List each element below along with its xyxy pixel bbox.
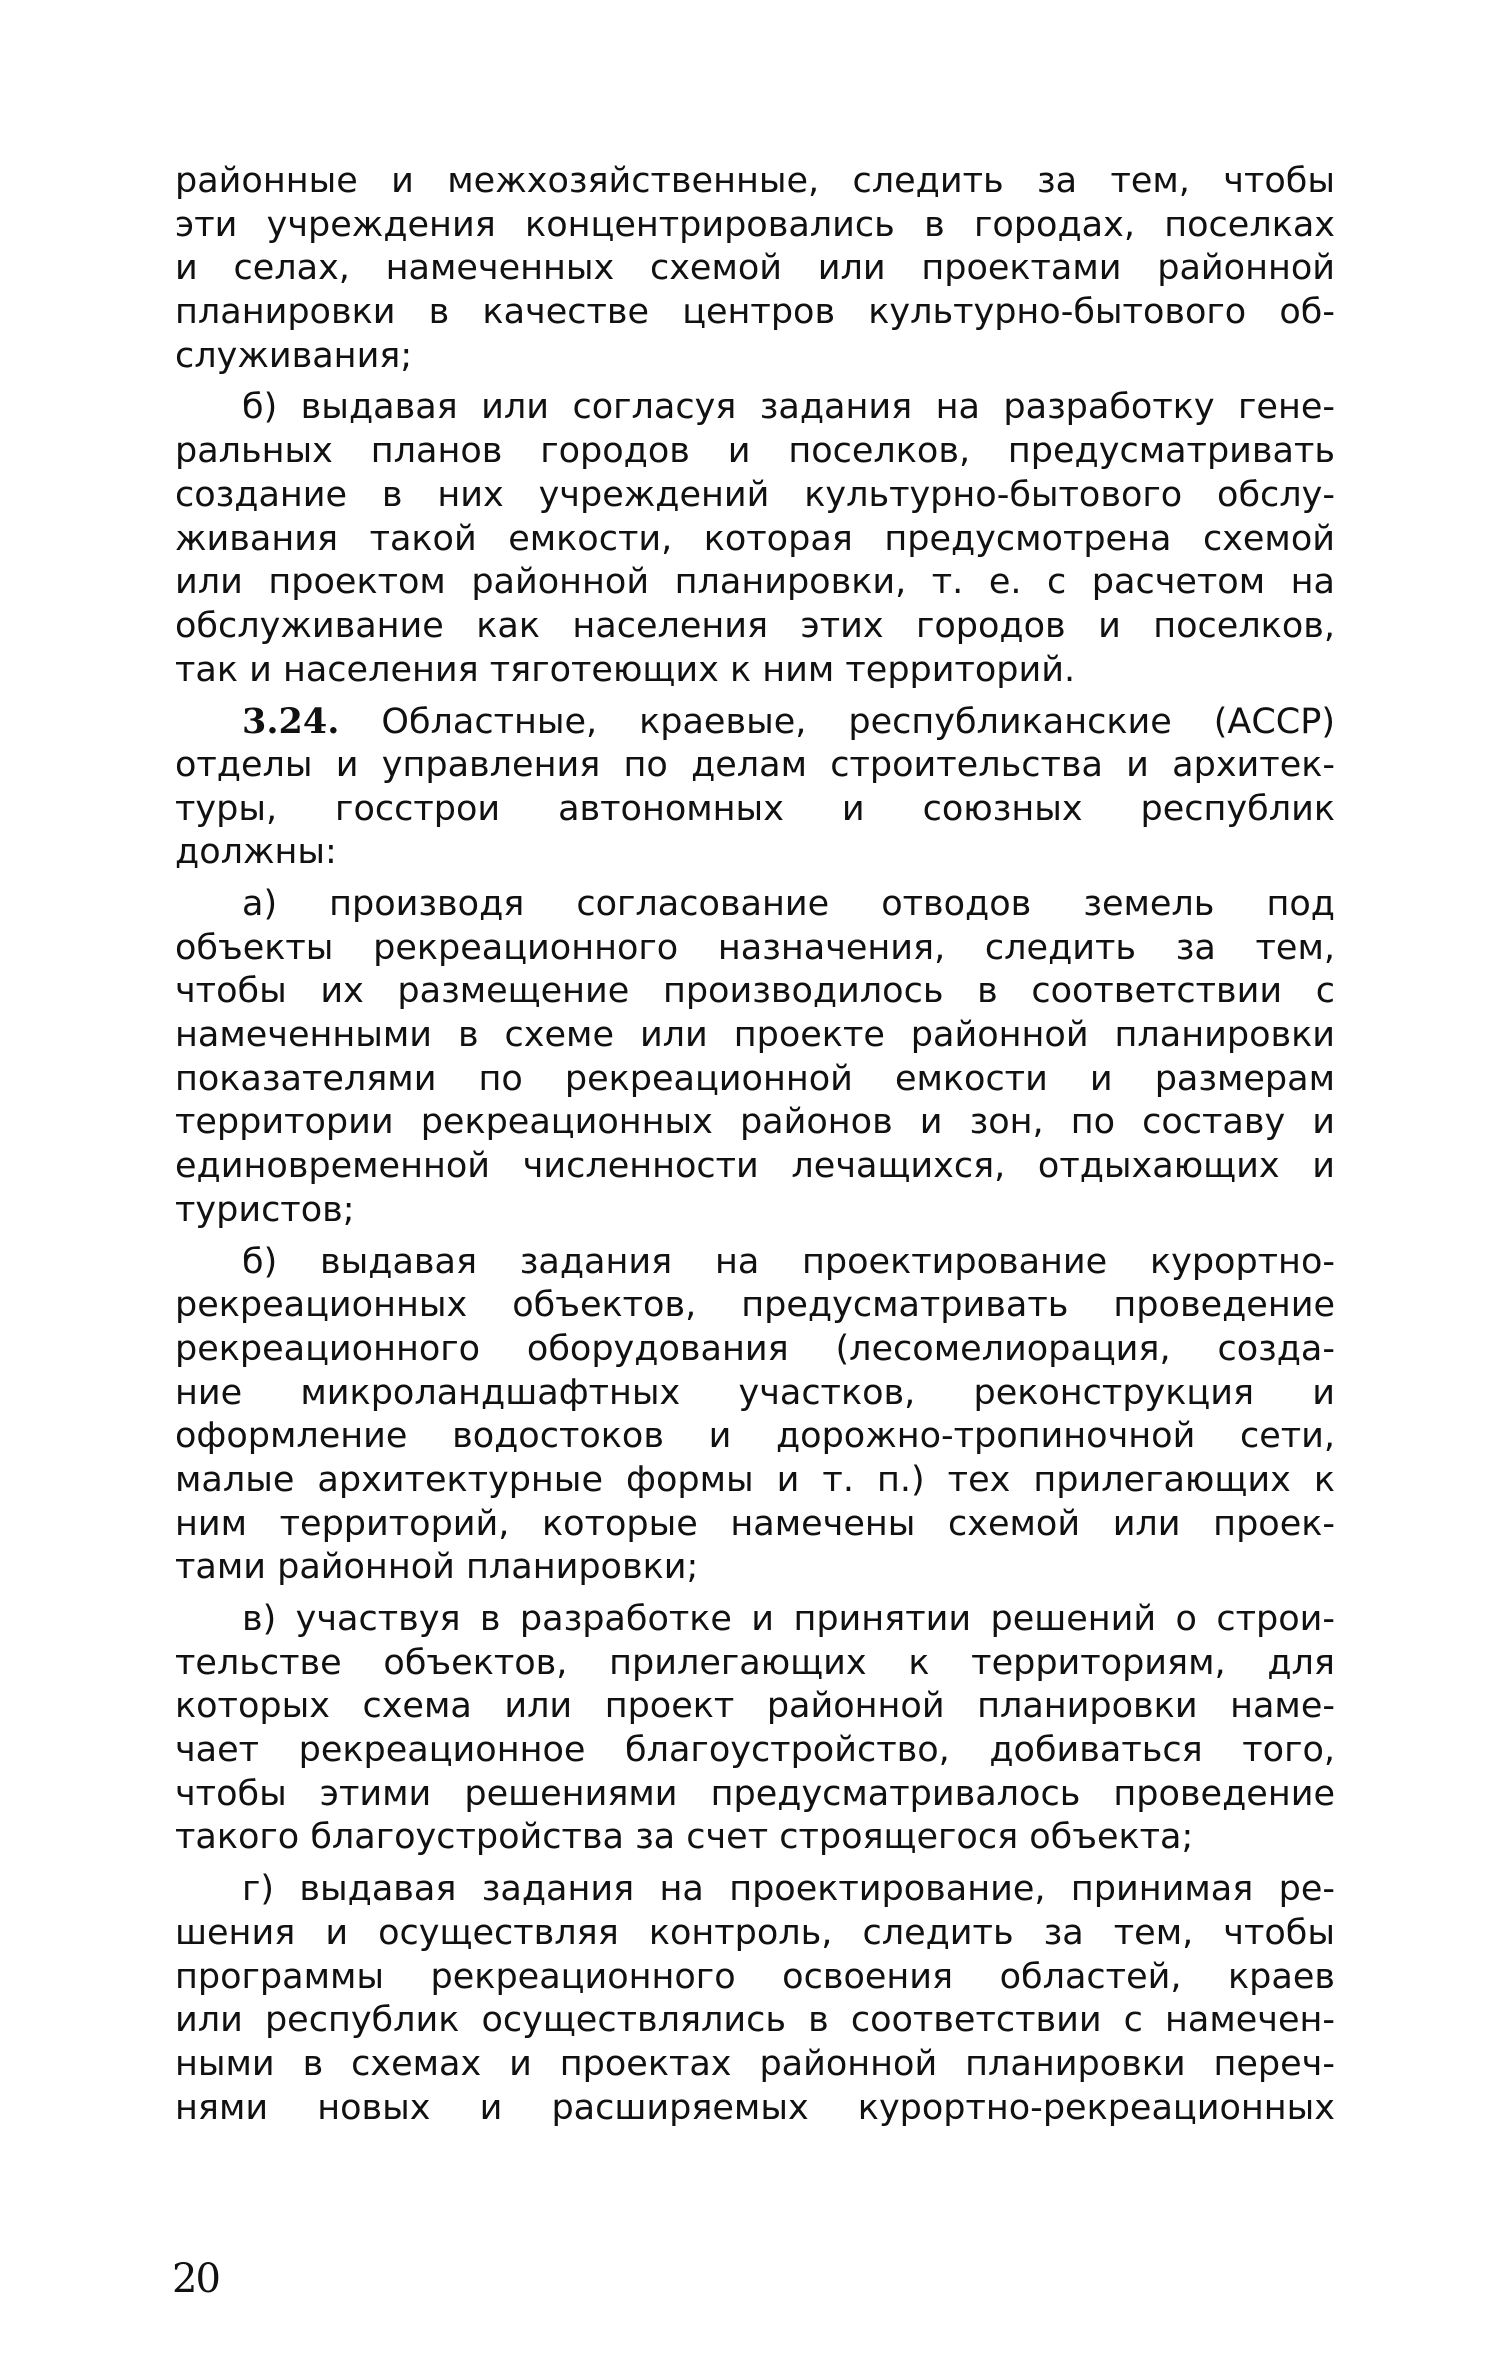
- text-line: единовременной численности лечащихся, отдыхающих и: [175, 1146, 1335, 1187]
- clause-heading-text: Областные, краевые, республиканские (АССР): [381, 702, 1335, 743]
- item-g: [175, 1868, 1335, 2130]
- text-line: чтобы их размещение производилось в соответствии с: [175, 971, 1335, 1012]
- clause-number: 3.24.: [242, 701, 340, 743]
- text-line: б) выдавая задания на проектирование курортно-: [242, 1241, 1335, 1282]
- text-line: так и населения тяготеющих к ним территорий.: [175, 649, 1076, 690]
- text-line: должны:: [175, 832, 337, 873]
- text-line: б) выдавая или согласуя задания на разработку гене-: [242, 387, 1335, 428]
- text-line: в) участвуя в разработке и принятии решений о строи-: [242, 1599, 1335, 1639]
- paragraph-1: [175, 160, 1335, 378]
- text-line: создание в них учреждений культурно-бытового обслу-: [175, 474, 1335, 515]
- text-line: программы рекреационного освоения областей, краев: [175, 1956, 1335, 1997]
- text-line: а) производя согласование отводов земель под: [242, 884, 1335, 924]
- text-line: или проектом районной планировки, т. е. с расчетом на: [175, 562, 1335, 603]
- item-b: [175, 1241, 1335, 1591]
- text-line: служивания;: [175, 335, 413, 376]
- text-line: г) выдавая задания на проектирование, принимая ре-: [242, 1869, 1335, 1910]
- clause-3-24: [175, 700, 1335, 875]
- text-line: ральных планов городов и поселков, предусматривать: [175, 431, 1335, 472]
- text-line: чает рекреационное благоустройство, добиваться того,: [175, 1730, 1335, 1771]
- item-a: [175, 883, 1335, 1233]
- text-line: территории рекреационных районов и зон, по составу и: [175, 1102, 1335, 1143]
- text-line: районные и межхозяйственные, следить за тем, чтобы: [175, 161, 1335, 201]
- text-line: планировки в качестве центров культурно-бытового об-: [175, 292, 1335, 333]
- text-line: шения и осуществляя контроль, следить за тем, чтобы: [175, 1912, 1335, 1953]
- page-body: [175, 160, 1335, 2130]
- text-line: такого благоустройства за счет строящегося объекта;: [175, 1817, 1194, 1858]
- text-line: рекреационных объектов, предусматривать проведение: [175, 1285, 1335, 1326]
- text-line: ним территорий, которые намечены схемой или проек-: [175, 1503, 1335, 1544]
- text-line: нями новых и расширяемых курортно-рекреационных: [175, 2087, 1335, 2128]
- text-line: рекреационного оборудования (лесомелиорация, созда-: [175, 1328, 1335, 1369]
- text-line: туры, госстрои автономных и союзных республик: [175, 788, 1335, 829]
- text-line: намеченными в схеме или проекте районной планировки: [175, 1015, 1335, 1056]
- text-line: туристов;: [175, 1189, 355, 1230]
- text-line: ными в схемах и проектах районной планировки переч-: [175, 2043, 1335, 2084]
- text-line: которых схема или проект районной планировки наме-: [175, 1686, 1335, 1727]
- text-line: обслуживание как населения этих городов и поселков,: [175, 605, 1335, 646]
- paragraph-2: [175, 386, 1335, 692]
- text-line: эти учреждения концентрировались в городах, поселках: [175, 204, 1335, 245]
- text-line: и селах, намеченных схемой или проектами районной: [175, 248, 1335, 289]
- text-line: живания такой емкости, которая предусмотрена схемой: [175, 518, 1335, 559]
- text-line: отделы и управления по делам строительства и архитек-: [175, 744, 1335, 785]
- item-v: [175, 1598, 1335, 1860]
- text-line: оформление водостоков и дорожно-тропиночной сети,: [175, 1416, 1335, 1457]
- text-line: ние микроландшафтных участков, реконструкция и: [175, 1372, 1335, 1413]
- text-line: показателями по рекреационной емкости и размерам: [175, 1058, 1335, 1099]
- text-line: чтобы этими решениями предусматривалось проведение: [175, 1773, 1335, 1814]
- text-line: или республик осуществлялись в соответствии с намечен-: [175, 2000, 1335, 2041]
- text-line: [175, 700, 1335, 744]
- text-line: тельстве объектов, прилегающих к территориям, для: [175, 1642, 1335, 1683]
- text-line: тами районной планировки;: [175, 1547, 699, 1588]
- page-number: 20: [172, 2256, 219, 2302]
- text-line: объекты рекреационного назначения, следить за тем,: [175, 927, 1335, 968]
- text-line: малые архитектурные формы и т. п.) тех прилегающих к: [175, 1459, 1335, 1500]
